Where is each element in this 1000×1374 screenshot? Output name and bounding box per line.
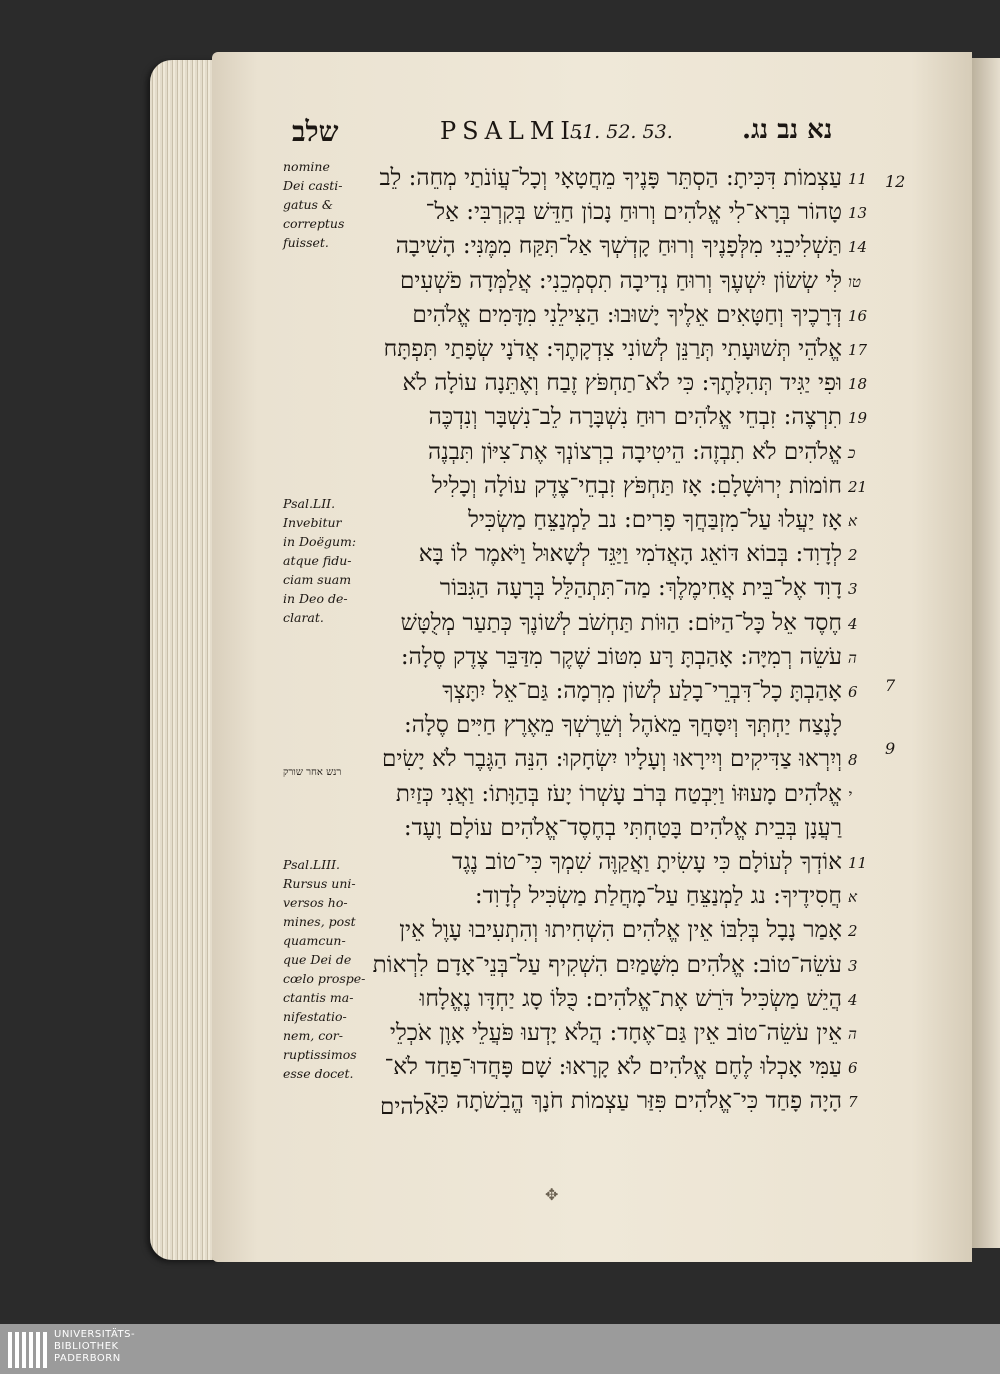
verse-number: 2 (848, 922, 858, 941)
text-line: דָוִד אֶל־בֵּית אֲחִימֶלֶךְ: מַה־תִּתְהַלֵּל בְּרָעָה הַגִּבּוֹר (439, 575, 842, 602)
verse-number: א (848, 888, 858, 907)
margin-note-line: que Dei de (283, 952, 352, 967)
verse-number: 7 (848, 1093, 858, 1112)
text-line: אֵין עֹשֵׂה־טוֹב אֵין גַּם־אֶחָד: הֲלֹא יָדְעוּ פֹּעֲלֵי אָוֶן אֹכְלֵי (389, 1020, 842, 1046)
verse-number: 6 (848, 683, 858, 701)
outer-verse-number: 9 (885, 739, 896, 758)
margin-note-line: Rursus uni- (283, 876, 356, 891)
library-name-line: UNIVERSITÄTS- (54, 1329, 136, 1340)
text-line: עַמִּי אָכְלוּ לֶחֶם אֱלֹהִים לֹא קָרָאוּ: שָׁם פָּחֲדוּ־פַחַד לֹא־ (384, 1054, 842, 1081)
text-line: אֱלֹהֵי תְּשׁוּעָתִי תְּרַנֵּן לְשׁוֹנִי צִדְקָתֶךָ: אֲדֹנָי שְׂפָתַי תִּפְתָּח (383, 336, 842, 362)
verse-number: 21 (848, 477, 868, 496)
margin-note-line: esse docet. (283, 1066, 354, 1081)
margin-note-line: mines, post (283, 914, 356, 929)
text-line: עַצְמוֹת דִּכִּיתָ: הַסְתֵּר פָּנֶיךָ מֵחֲטָאָי וְכָל־עֲוֹנֹתַי מְחֵה: לֵב (379, 165, 842, 191)
text-line: וְיִרְאוּ צַדִּיקִים וְיִירָאוּ וְעָלָיו יִשְׂחָקוּ: הִנֵּה הַגֶּבֶר לֹא יָשִׂים (382, 746, 842, 773)
text-line: דְּרָכֶיךָ וְחַטָּאִים אֵלֶיךָ יָשׁוּבוּ: הַצִּילֵנִי מִדָּמִים אֱלֹהִים (412, 301, 842, 328)
verse-number: 4 (848, 990, 858, 1009)
margin-note-line: ctantis ma- (283, 990, 354, 1005)
margin-note (283, 855, 375, 1083)
margin-note-line: ruptissimos (283, 1047, 357, 1062)
margin-note-line: clarat. (283, 610, 324, 625)
margin-note (283, 157, 375, 252)
verse-number: ה (848, 648, 857, 667)
margin-note-line: atque fidu- (283, 553, 352, 568)
verse-number: י (848, 785, 852, 804)
text-line: עֹשֵׂה־טוֹב: אֱלֹהִים מִשָּׁמַיִם הִשְׁקִיף עַל־בְּנֵי־אָדָם לִרְאוֹת (372, 951, 842, 978)
verse-number: 2 (848, 546, 858, 565)
margin-note-line: gatus & (283, 197, 334, 212)
verse-number: טו (848, 272, 861, 291)
margin-note-hebrew: רנש אחר שורק (283, 767, 342, 778)
facing-page-edge (972, 58, 1000, 1248)
text-line: אֱלֹהִים מָעוּזּוֹ וַיִּבְטַח בְּרֹב עָשְׁרוֹ יָעֹז בְּהַוָּתוֹ: וַאֲנִי כְּזַיִת (395, 780, 842, 807)
text-line: לִּי שְׂשׂוֹן יִשְׁעֶךָ וְרוּחַ נְדִיבָה תִסְמְכֵנִי: אֲלַמְּדָה פֹשְׁעִים (400, 267, 842, 294)
margin-note-line: correptus (283, 216, 345, 231)
verse-number: 11 (848, 854, 868, 872)
margin-note-line: Psal.LIII. (283, 857, 341, 872)
psalm-numbers: 51. 52. 53. (570, 121, 673, 143)
text-line: רַעֲנָן בְּבֵית אֱלֹהִים בָּטַחְתִּי בְחֶסֶד־אֱלֹהִים עוֹלָם וָעֶד: (403, 814, 842, 841)
text-line: לְדָוִד: בְּבוֹא דּוֹאֵג הָאֲדֹמִי וַיַּגֵּד לְשָׁאוּל וַיֹּאמֶר לוֹ בָּא (418, 541, 842, 568)
margin-note-line: cœlo prospe- (283, 971, 366, 986)
library-name (54, 1329, 135, 1365)
text-line: חֲסִידֶיךָ: נג לַמְנַצֵּחַ עַל־מָחֲלַת מַשְׂכִּיל לְדָוִד: (474, 883, 842, 910)
margin-note-line: nifestatio- (283, 1009, 347, 1024)
verse-number: 13 (848, 204, 868, 223)
margin-note-line: in Deo de- (283, 591, 348, 606)
margin-note-line: fuisset. (283, 235, 329, 250)
text-line: לָנֶצַח יַחְתְּךָ וְיִסָּחֲךָ מֵאֹהֶל וְשֵׁרֶשְׁךָ מֵאֶרֶץ חַיִּים סֶלָה: (404, 712, 842, 739)
text-line: חֶסֶד אֵל כָּל־הַיּוֹם: הַוּוֹת תַּחְשֹׁב לְשׁוֹנֶךָ כְּתַעַר מְלֻטָּשׁ (400, 609, 842, 636)
verse-number: 4 (848, 614, 858, 633)
running-title: PSALMI. (440, 117, 590, 145)
verse-number: כ (848, 443, 856, 462)
library-name-line: PADERBORN (54, 1353, 121, 1364)
library-name-line: BIBLIOTHEK (54, 1341, 119, 1352)
verse-number: 18 (848, 375, 868, 394)
text-line: אָמַר נָבָל בְּלִבּוֹ אֵין אֱלֹהִים הִשְׁחִיתוּ וְהִתְעִיבוּ עָוֶל אֵין (399, 917, 842, 944)
margin-note-line: in Doëgum: (283, 534, 357, 549)
psalm-numbers-hebrew: נא נב נג. (742, 115, 833, 145)
margin-note-line: Dei casti- (283, 178, 343, 193)
margin-note (283, 494, 375, 627)
page-edges (150, 60, 220, 1260)
text-line: אָהַבְתָּ כָל־דִּבְרֵי־בָלַע לְשׁוֹן מִרְמָה: גַּם־אֵל יִתָּצְךָ (442, 678, 842, 704)
text-line: טָהוֹר בְּרָא־לִי אֱלֹהִים וְרוּחַ נָכוֹן חַדֵּשׁ בְּקִרְבִּי: אַל־ (425, 199, 842, 226)
text-line: הָיָה פָחַד כִּי־אֱלֹהִים פִּזַּר עַצְמוֹת חֹנָךְ הֱבִשֹׁתָה כִּי־ (422, 1088, 842, 1115)
margin-note-line: quamcun- (283, 933, 346, 948)
margin-note-line: nem, cor- (283, 1028, 343, 1043)
text-line: עֹשֵׂה רְמִיָּה: אָהַבְתָּ רָּע מִטּוֹב שֶׁקֶר מִדַּבֵּר צֶדֶק סֶלָה: (400, 643, 842, 670)
verse-number: 8 (848, 751, 858, 770)
verse-number: 3 (848, 580, 858, 599)
verse-number: 6 (848, 1059, 858, 1078)
library-footer (0, 1324, 1000, 1374)
margin-note-line: Psal.LII. (283, 496, 336, 511)
text-line: חוֹמוֹת יְרוּשָׁלָםִ: אָז תַּחְפֹּץ זִבְחֵי־צֶדֶק עוֹלָה וְכָלִיל (431, 472, 842, 499)
folio-hebrew: שלב (292, 115, 339, 148)
text-line: וּפִי יַגִּיד תְּהִלָּתֶךָ: כִּי לֹא־תַחְפֹּץ זֶבַח וְאֶתֵּנָה עוֹלָה לֹא (402, 370, 842, 397)
margin-note-line: nomine (283, 159, 330, 174)
catchword: אלהים (380, 1094, 439, 1120)
text-line: אוֹדְךָ לְעוֹלָם כִּי עָשִׂיתָ וַאֲקַוֶּה שִׁמְךָ כִּי־טוֹב נֶגֶד (451, 849, 842, 875)
text-line: תִרְצֶה: זִבְחֵי אֱלֹהִים רוּחַ נִשְׁבָּרָה לֵב־נִשְׁבָּר וְנִדְכֶּה (428, 404, 842, 431)
margin-note-line: Invebitur (283, 515, 342, 530)
margin-note-line: versos ho- (283, 895, 348, 910)
text-line: אֱלֹהִים לֹא תִבְזֶה: הֵיטִיבָה בִרְצוֹנְךָ אֶת־צִיּוֹן תִּבְנֶה (428, 438, 842, 465)
margin-note-line: ciam suam (283, 572, 352, 587)
verse-number: א (848, 512, 858, 530)
verse-number: ה (848, 1025, 857, 1043)
library-logo-icon (8, 1332, 48, 1368)
verse-number: 19 (848, 409, 868, 428)
verse-number: 17 (848, 341, 868, 359)
outer-verse-number: 7 (885, 676, 896, 695)
verse-number: 3 (848, 956, 858, 975)
text-line: הֲיֵשׁ מַשְׂכִּיל דֹּרֵשׁ אֶת־אֱלֹהִים: כֻּלּוֹ סָג יַחְדָּו נֶאֱלָחוּ (419, 985, 842, 1012)
verse-number: 11 (848, 170, 868, 188)
outer-verse-number: 12 (885, 172, 906, 191)
ornament: ✥ (545, 1185, 559, 1204)
text-line: אָז יַעֲלוּ עַל־מִזְבַּחֲךָ פָרִים: נב לַמְנַצֵּחַ מַשְׂכִּיל (468, 507, 842, 533)
verse-number: 14 (848, 238, 868, 257)
text-line: תַּשְׁלִיכֵנִי מִלְּפָנֶיךָ וְרוּחַ קָדְשְׁךָ אַל־תִּקַּח מִמֶּנִּי: הָשִׁיבָה (395, 233, 842, 260)
verse-number: 16 (848, 306, 868, 325)
